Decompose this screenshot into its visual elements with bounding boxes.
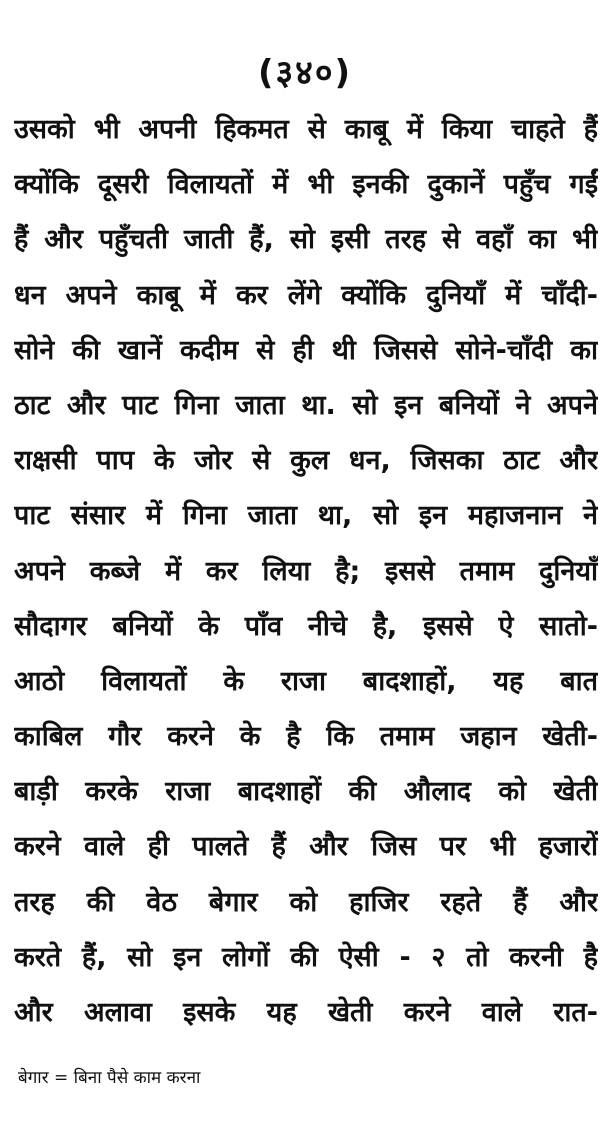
text-line: पाट संसार में गिना जाता था, सो इन महाजनान ने <box>14 500 598 532</box>
footnote: बेगार = बिना पैसे काम करना <box>18 1068 201 1088</box>
text-line: धन अपने काबू में कर लेंगे क्योंकि दुनियाँ में चाँदी- <box>14 279 598 311</box>
text-line: हैं और पहुँचती जाती हैं, सो इसी तरह से वहाँ का भी <box>14 224 598 256</box>
text-line: सौदागर बनियों के पाँव नीचे है, इससे ऐ सातो- <box>14 610 598 642</box>
text-line: बाड़ी करके राजा बादशाहों की औलाद को खेती <box>14 776 598 808</box>
text-line: आठो विलायतों के राजा बादशाहों, यह बात <box>14 665 598 697</box>
text-line: क्योंकि दूसरी विलायतों में भी इनकी दुकानें पहुँच गईं <box>14 169 598 201</box>
text-line: करते हैं, सो इन लोगों की ऐसी - २ तो करनी है <box>14 941 598 973</box>
text-line: सोने की खानें कदीम से ही थी जिससे सोने-चाँदी का <box>14 334 598 366</box>
text-line: उसको भी अपनी हिकमत से काबू में किया चाहते हैं <box>14 114 598 145</box>
text-line: अपने कब्जे में कर लिया है; इससे तमाम दुनियाँ <box>14 555 598 587</box>
text-line: और अलावा इसके यह खेती करने वाले रात- <box>14 997 598 1028</box>
page-number: (३४०) <box>257 53 353 93</box>
text-line: राक्षसी पाप के जोर से कुल धन, जिसका ठाट और <box>14 445 598 477</box>
text-line: ठाट और पाट गिना जाता था. सो इन बनियों ने अपने <box>14 389 598 421</box>
text-line: करने वाले ही पालते हैं और जिस पर भी हजारों <box>14 831 598 863</box>
text-line: काबिल गौर करने के है कि तमाम जहान खेती- <box>14 721 598 753</box>
body-text <box>14 102 598 1040</box>
text-line: तरह की वेठ बेगार को हाजिर रहते हैं और <box>14 886 598 918</box>
